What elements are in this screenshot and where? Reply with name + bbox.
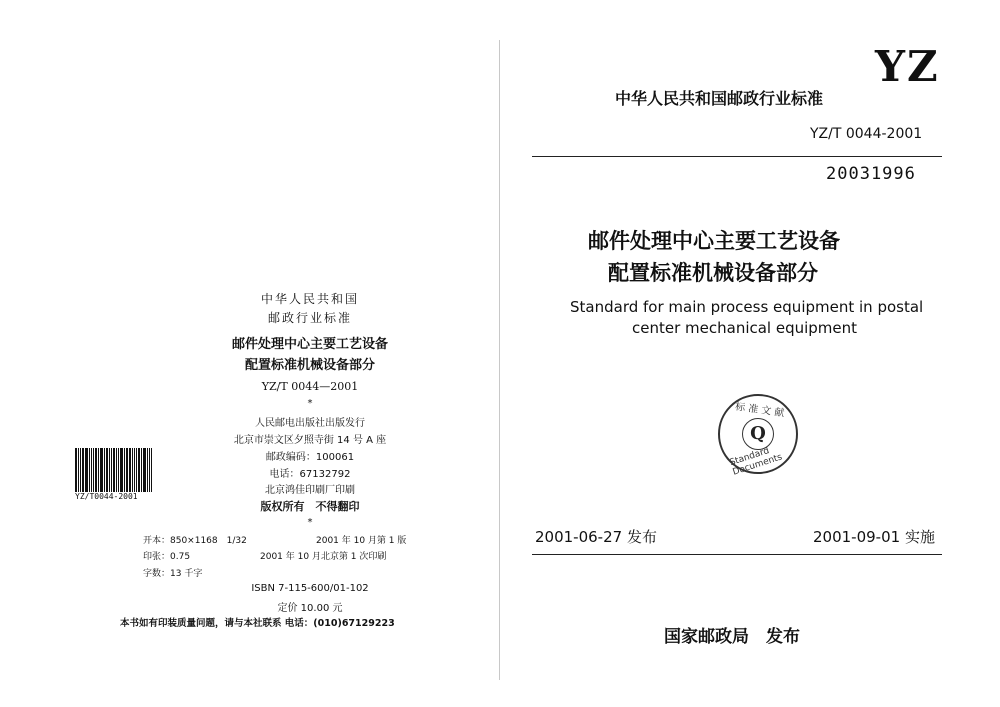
barcode-bar [95, 448, 97, 492]
barcode-bar [151, 448, 152, 492]
colophon-publisher: 人民邮电出版社出版发行 [255, 418, 365, 429]
barcode-bar [132, 448, 133, 492]
standard-code: YZ/T 0044-2001 [810, 126, 923, 142]
colophon-title-line2: 配置标准机械设备部分 [244, 358, 375, 373]
colophon-notice: 本书如有印装质量问题，请与本社联系 电话：(010)67129223 [120, 618, 395, 629]
colophon-printer: 北京鸿佳印刷厂印刷 [265, 485, 355, 496]
library-stamp-seal [718, 394, 798, 478]
colophon-postcode: 邮政编码：100061 [265, 452, 355, 463]
stamp-number: 20031996 [826, 164, 916, 184]
barcode-bar [91, 448, 92, 492]
colophon-star2: * [307, 517, 313, 528]
colophon-rights: 版权所有 不得翻印 [260, 500, 360, 513]
barcode-bar [85, 448, 88, 492]
page-gutter [499, 40, 500, 680]
colophon-price: 定价 10.00 元 [277, 603, 343, 614]
standard-logo: YZ [875, 42, 940, 91]
colophon-standard-type: 邮政行业标准 [267, 311, 352, 325]
cover-title-cn-line2: 配置标准机械设备部分 [608, 261, 818, 285]
header-divider [532, 156, 942, 157]
footer-divider [532, 554, 942, 555]
colophon-country: 中华人民共和国 [260, 292, 359, 306]
barcode-bar [124, 448, 125, 492]
barcode-bar [82, 448, 84, 492]
barcode-bar [100, 448, 103, 492]
barcode-bar [147, 448, 148, 492]
barcode-bar [129, 448, 131, 492]
colophon-words: 字数：13 千字 [143, 569, 203, 579]
barcode-bar [143, 448, 146, 492]
colophon-title-line1: 邮件处理中心主要工艺设备 [231, 337, 388, 352]
barcode-bar [118, 448, 119, 492]
barcode-bar [113, 448, 115, 492]
implement-date: 2001-09-01 实施 [813, 528, 935, 546]
barcode-bar [126, 448, 128, 492]
colophon-star: * [307, 398, 313, 409]
barcode-bar [104, 448, 105, 492]
colophon-printing: 2001 年 10 月北京第 1 次印刷 [260, 552, 387, 562]
colophon-format: 开本：850×1168 1/32 [143, 536, 247, 546]
stamp-top-text: 标 准 文 献 [734, 401, 786, 420]
barcode-bar [134, 448, 135, 492]
issue-date: 2001-06-27 发布 [535, 528, 657, 546]
barcode-bar [120, 448, 123, 492]
barcode-bar [116, 448, 117, 492]
barcode-bar [75, 448, 77, 492]
barcode-bar [78, 448, 79, 492]
colophon-sheets: 印张：0.75 [143, 552, 191, 562]
colophon-code: YZ/T 0044—2001 [261, 380, 359, 393]
stamp-center: Q [742, 418, 774, 450]
cover-title-cn-line1: 邮件处理中心主要工艺设备 [588, 229, 840, 253]
barcode-graphic [75, 448, 153, 492]
barcode-bar [80, 448, 81, 492]
barcode-bar [136, 448, 137, 492]
issuer: 国家邮政局 发布 [664, 627, 800, 647]
barcode-bar [106, 448, 108, 492]
barcode-bar [98, 448, 99, 492]
barcode-bar [89, 448, 90, 492]
colophon-phone: 电话：67132792 [269, 469, 351, 480]
barcode-bar [109, 448, 110, 492]
barcode-bar [141, 448, 142, 492]
barcode-bar [149, 448, 150, 492]
colophon-edition: 2001 年 10 月第 1 版 [316, 536, 407, 546]
org-standard-title: 中华人民共和国邮政行业标准 [615, 89, 824, 108]
barcode-bar [138, 448, 140, 492]
barcode-text: YZ/T0044-2001 [75, 492, 138, 501]
cover-title-en-line2: center mechanical equipment [632, 319, 858, 337]
cover-title-en-line1: Standard for main process equipment in postal [570, 298, 924, 316]
stamp-bottom-text: Standard Documents [728, 446, 784, 478]
colophon-address: 北京市崇文区夕照寺街 14 号 A 座 [233, 435, 387, 446]
barcode-bar [93, 448, 94, 492]
barcode-bar [111, 448, 112, 492]
colophon-isbn: ISBN 7-115-600/01-102 [251, 583, 369, 594]
